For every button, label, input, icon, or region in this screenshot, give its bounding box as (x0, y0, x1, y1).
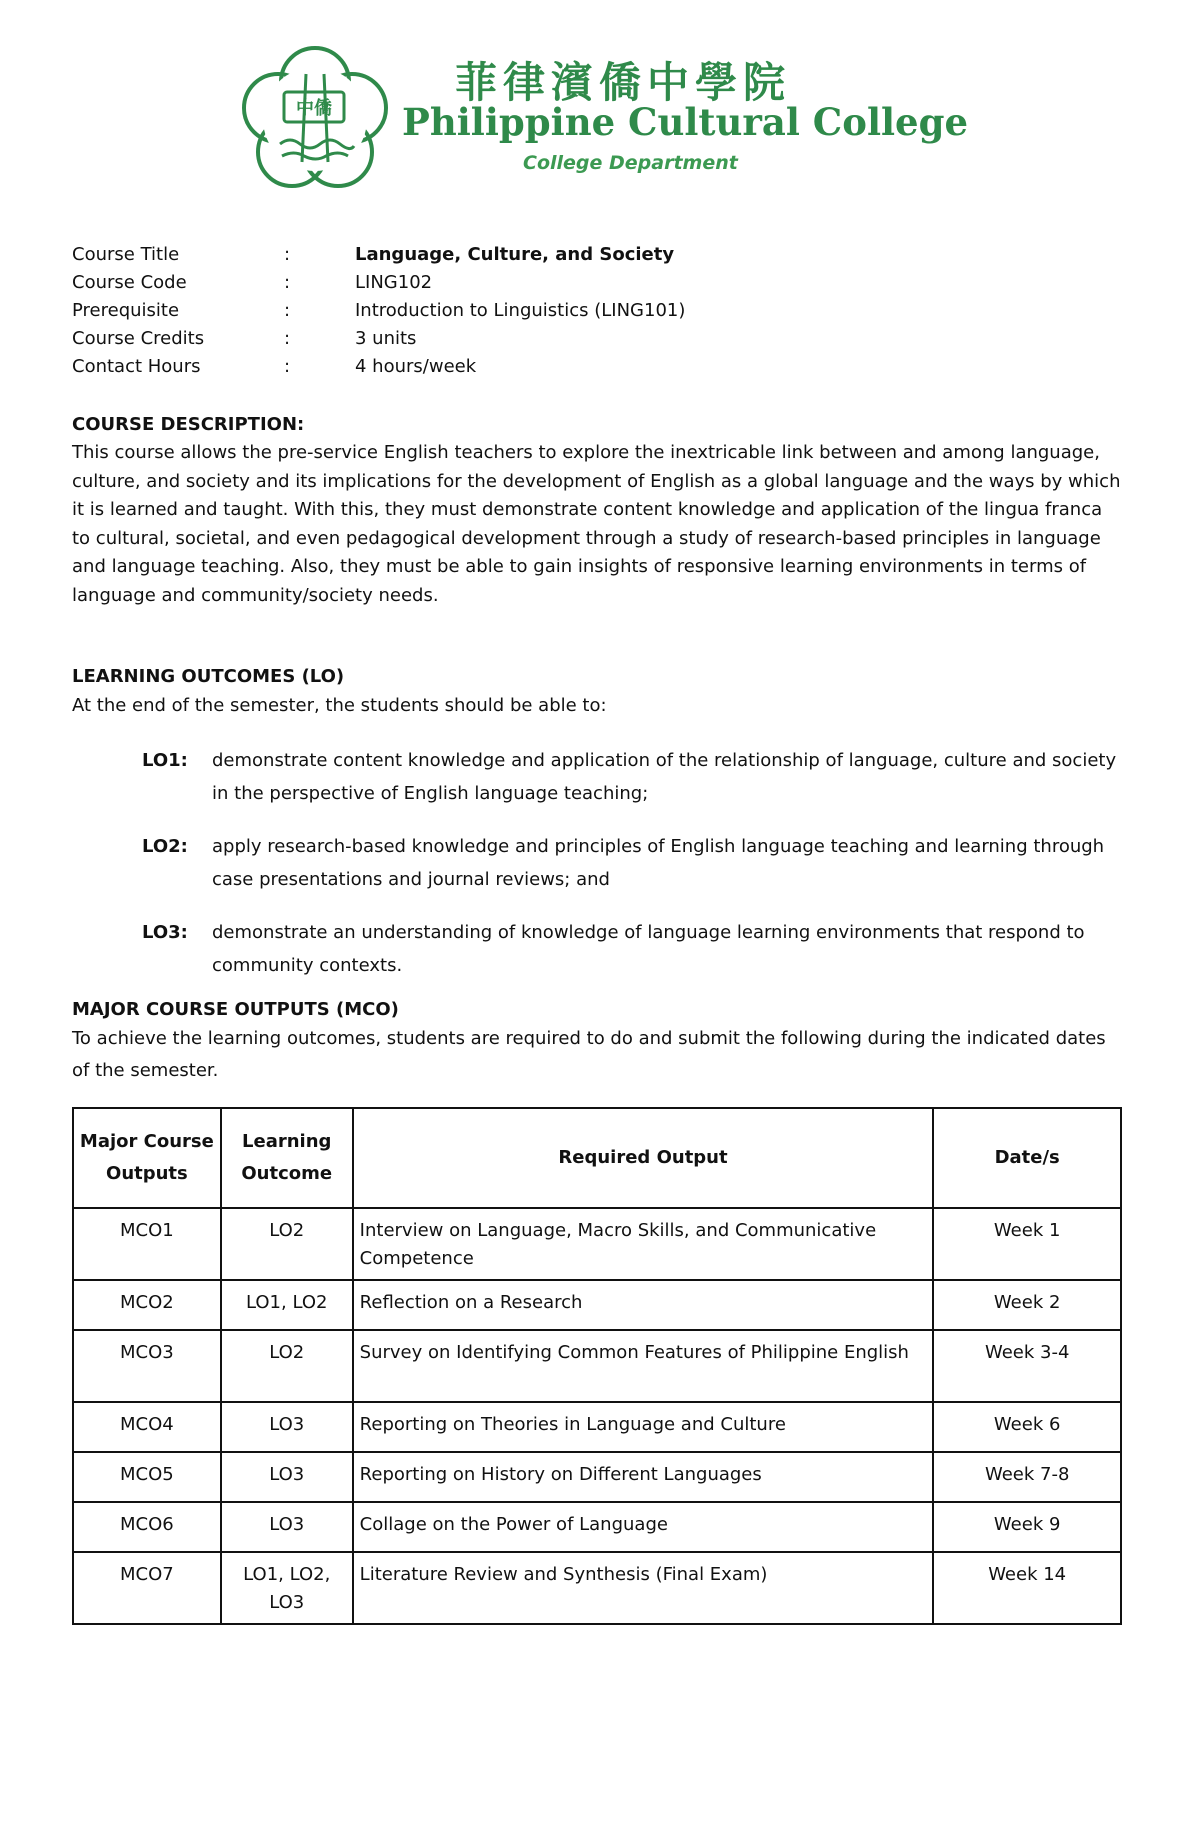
output-cell: Interview on Language, Macro Skills, and Communicative Competence (353, 1208, 934, 1280)
mco-cell: MCO6 (73, 1502, 221, 1552)
output-cell: Reporting on History on Different Languages (353, 1452, 934, 1502)
info-label: Prerequisite (72, 300, 180, 321)
learning-outcomes-list (72, 744, 1132, 1002)
mco-cell: MCO1 (73, 1208, 221, 1280)
output-cell: Reporting on Theories in Language and Culture (353, 1402, 934, 1452)
learning-outcomes-intro: At the end of the semester, the students should be able to: (72, 695, 607, 716)
college-chinese-name: 菲律濱僑中學院 (455, 58, 792, 107)
info-colon: : (284, 328, 291, 349)
info-colon: : (284, 300, 291, 321)
date-cell: Week 6 (933, 1402, 1121, 1452)
course-info-row (72, 328, 972, 356)
column-header-lo: Learning Outcome (221, 1108, 353, 1208)
major-outputs-table (72, 1107, 1122, 1625)
lo-text: demonstrate content knowledge and application of the relationship of language, culture and society in the perspective of English language teaching; (212, 750, 1117, 804)
college-seal-logo (240, 44, 390, 194)
mco-cell: MCO3 (73, 1330, 221, 1402)
date-cell: Week 9 (933, 1502, 1121, 1552)
table-row (73, 1330, 1121, 1402)
date-cell: Week 1 (933, 1208, 1121, 1280)
table-row (73, 1402, 1121, 1452)
seal-text: 中僑 (296, 98, 332, 119)
course-description-text: This course allows the pre-service English teachers to explore the inextricable link between and among language, culture, and society and its implications for the development of English as a global language and the ways by which it is learned and taught. With this, they must demonstrate content knowledge and application of the lingua franca to cultural, societal, and even pedagogical development through a study of research-based principles in language and language teaching. Also, they must be able to gain insights of responsive learning environments in terms of language and community/society needs. (72, 442, 1121, 606)
college-department: College Department (523, 152, 738, 174)
info-label: Course Title (72, 244, 180, 265)
output-cell: Reflection on a Research (353, 1280, 934, 1330)
lo-text: demonstrate an understanding of knowledge of language learning environments that respond to community contexts. (212, 922, 1085, 976)
info-label: Course Code (72, 272, 187, 293)
output-cell: Survey on Identifying Common Features of Philippine English (353, 1330, 934, 1402)
college-header (240, 44, 969, 194)
lo-cell: LO3 (221, 1402, 353, 1452)
list-item (72, 830, 1132, 896)
date-cell: Week 3-4 (933, 1330, 1121, 1402)
table-row (73, 1280, 1121, 1330)
lo-cell: LO3 (221, 1452, 353, 1502)
course-description-heading: COURSE DESCRIPTION: (72, 414, 305, 435)
info-colon: : (284, 244, 291, 265)
output-cell: Collage on the Power of Language (353, 1502, 934, 1552)
lo-cell: LO2 (221, 1330, 353, 1402)
learning-outcomes-heading: LEARNING OUTCOMES (LO) (72, 666, 345, 687)
mco-cell: MCO4 (73, 1402, 221, 1452)
lo-cell: LO3 (221, 1502, 353, 1552)
mco-cell: MCO7 (73, 1552, 221, 1624)
list-item (72, 916, 1132, 982)
info-colon: : (284, 272, 291, 293)
column-header-date: Date/s (933, 1108, 1121, 1208)
prerequisite-value: Introduction to Linguistics (LING101) (355, 300, 686, 321)
lo-cell: LO1, LO2 (221, 1280, 353, 1330)
table-row (73, 1552, 1121, 1624)
date-cell: Week 2 (933, 1280, 1121, 1330)
course-info-row (72, 300, 972, 328)
college-english-name: Philippine Cultural College (402, 100, 969, 144)
list-item (72, 744, 1132, 810)
course-credits-value: 3 units (355, 328, 417, 349)
table-row (73, 1502, 1121, 1552)
info-colon: : (284, 356, 291, 377)
course-title-value: Language, Culture, and Society (355, 244, 675, 265)
course-info-row (72, 244, 972, 272)
mco-cell: MCO5 (73, 1452, 221, 1502)
course-code-value: LING102 (355, 272, 433, 293)
date-cell: Week 14 (933, 1552, 1121, 1624)
info-label: Course Credits (72, 328, 205, 349)
lo-cell: LO2 (221, 1208, 353, 1280)
major-outputs-intro: To achieve the learning outcomes, students are required to do and submit the following during the indicated dates of the semester. (72, 1028, 1106, 1081)
info-label: Contact Hours (72, 356, 201, 377)
lo-text: apply research-based knowledge and principles of English language teaching and learning through case presentations and journal reviews; and (212, 836, 1105, 890)
major-outputs-heading: MAJOR COURSE OUTPUTS (MCO) (72, 999, 399, 1020)
output-cell: Literature Review and Synthesis (Final Exam) (353, 1552, 934, 1624)
lo-code: LO1: (142, 750, 188, 771)
lo-code: LO2: (142, 836, 188, 857)
table-row (73, 1208, 1121, 1280)
contact-hours-value: 4 hours/week (355, 356, 477, 377)
course-info-row (72, 272, 972, 300)
column-header-mco: Major Course Outputs (73, 1108, 221, 1208)
column-header-output: Required Output (353, 1108, 934, 1208)
seal-icon (240, 44, 390, 194)
table-header-row (73, 1108, 1121, 1208)
course-info-row (72, 356, 972, 384)
lo-cell: LO1, LO2, LO3 (221, 1552, 353, 1624)
table-row (73, 1452, 1121, 1502)
mco-cell: MCO2 (73, 1280, 221, 1330)
lo-code: LO3: (142, 922, 188, 943)
date-cell: Week 7-8 (933, 1452, 1121, 1502)
course-info (72, 244, 972, 384)
